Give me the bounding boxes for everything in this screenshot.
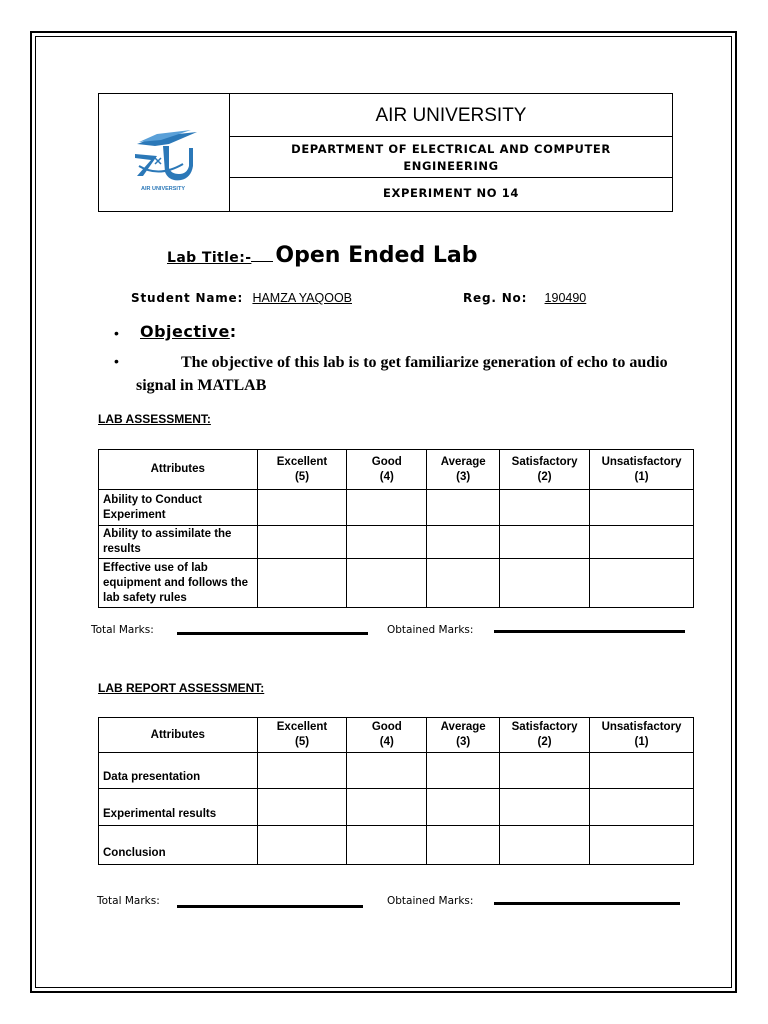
column-header: Satisfactory (2) [500, 718, 590, 753]
score-cell[interactable] [590, 789, 694, 826]
score-cell[interactable] [347, 753, 427, 789]
report-total-marks-line[interactable] [177, 905, 363, 908]
report-total-marks-label: Total Marks: [97, 895, 160, 907]
score-cell[interactable] [257, 559, 347, 608]
objective-label: Objective: [140, 322, 237, 341]
column-header: Attributes [99, 718, 258, 753]
score-cell[interactable] [500, 526, 590, 559]
column-header: Unsatisfactory (1) [590, 718, 694, 753]
score-cell[interactable] [427, 526, 500, 559]
column-header: Good (4) [347, 718, 427, 753]
report-assessment-heading: LAB REPORT ASSESSMENT: [98, 681, 265, 695]
column-header: Unsatisfactory (1) [590, 450, 694, 490]
lab-assessment-table [98, 449, 694, 608]
score-cell[interactable] [427, 753, 500, 789]
experiment-number: EXPERIMENT NO 14 [383, 186, 519, 200]
column-header: Excellent (5) [257, 450, 347, 490]
score-cell[interactable] [500, 490, 590, 526]
table-row [99, 789, 694, 826]
table-header-row [99, 450, 694, 490]
score-cell[interactable] [257, 789, 347, 826]
score-cell[interactable] [427, 490, 500, 526]
table-row [99, 826, 694, 865]
lab-title-label: Lab Title:- [167, 250, 252, 266]
reg-no-label: Reg. No: [463, 291, 528, 305]
bullet-icon: • [114, 353, 119, 369]
score-cell[interactable] [347, 526, 427, 559]
column-header: Average (3) [427, 718, 500, 753]
score-cell[interactable] [427, 559, 500, 608]
lab-obtained-marks-line[interactable] [494, 630, 685, 633]
header-table [98, 93, 673, 212]
attribute-cell: Effective use of lab equipment and follows the lab safety rules [99, 559, 258, 608]
score-cell[interactable] [347, 559, 427, 608]
attribute-cell: Experimental results [99, 789, 258, 826]
reg-no-row [463, 291, 586, 305]
column-header: Satisfactory (2) [500, 450, 590, 490]
score-cell[interactable] [257, 753, 347, 789]
air-university-logo-icon [99, 94, 230, 211]
score-cell[interactable] [347, 490, 427, 526]
score-cell[interactable] [590, 826, 694, 865]
department-cell [230, 137, 672, 178]
experiment-cell [230, 178, 672, 211]
score-cell[interactable] [590, 753, 694, 789]
score-cell[interactable] [257, 490, 347, 526]
score-cell[interactable] [347, 826, 427, 865]
objective-text: The objective of this lab is to get familiarize generation of echo to audio signal in MATLAB [136, 354, 668, 394]
lab-assessment-heading: LAB ASSESSMENT: [98, 412, 211, 426]
score-cell[interactable] [590, 526, 694, 559]
reg-no-value: 190490 [544, 291, 587, 305]
student-name-label: Student Name: [131, 291, 244, 305]
score-cell[interactable] [427, 789, 500, 826]
lab-total-marks-label: Total Marks: [91, 624, 154, 636]
score-cell[interactable] [347, 789, 427, 826]
logo-text: AIR UNIVERSITY [140, 186, 186, 192]
university-logo [99, 94, 230, 211]
score-cell[interactable] [500, 559, 590, 608]
report-assessment-table [98, 717, 694, 865]
score-cell[interactable] [257, 826, 347, 865]
lab-obtained-marks-label: Obtained Marks: [387, 624, 474, 636]
lab-title [167, 243, 478, 268]
attribute-cell: Conclusion [99, 826, 258, 865]
lab-title-value: Open Ended Lab [275, 243, 478, 268]
column-header: Average (3) [427, 450, 500, 490]
score-cell[interactable] [257, 526, 347, 559]
department-name: DEPARTMENT OF ELECTRICAL AND COMPUTER ENGINEERING [291, 142, 611, 173]
score-cell[interactable] [500, 753, 590, 789]
column-header: Excellent (5) [257, 718, 347, 753]
university-name: AIR UNIVERSITY [375, 105, 527, 126]
score-cell[interactable] [427, 826, 500, 865]
column-header: Attributes [99, 450, 258, 490]
table-row [99, 753, 694, 789]
attribute-cell: Ability to Conduct Experiment [99, 490, 258, 526]
attribute-cell: Data presentation [99, 753, 258, 789]
score-cell[interactable] [590, 559, 694, 608]
score-cell[interactable] [500, 826, 590, 865]
score-cell[interactable] [500, 789, 590, 826]
score-cell[interactable] [590, 490, 694, 526]
column-header: Good (4) [347, 450, 427, 490]
student-name-row [131, 291, 352, 305]
report-obtained-marks-label: Obtained Marks: [387, 895, 474, 907]
university-name-cell [230, 94, 672, 137]
table-header-row [99, 718, 694, 753]
table-row [99, 526, 694, 559]
student-name-value: HAMZA YAQOOB [252, 291, 352, 305]
attribute-cell: Ability to assimilate the results [99, 526, 258, 559]
bullet-icon: • [114, 325, 119, 341]
table-row [99, 490, 694, 526]
report-obtained-marks-line[interactable] [494, 902, 680, 905]
lab-total-marks-line[interactable] [177, 632, 368, 635]
table-row [99, 559, 694, 608]
